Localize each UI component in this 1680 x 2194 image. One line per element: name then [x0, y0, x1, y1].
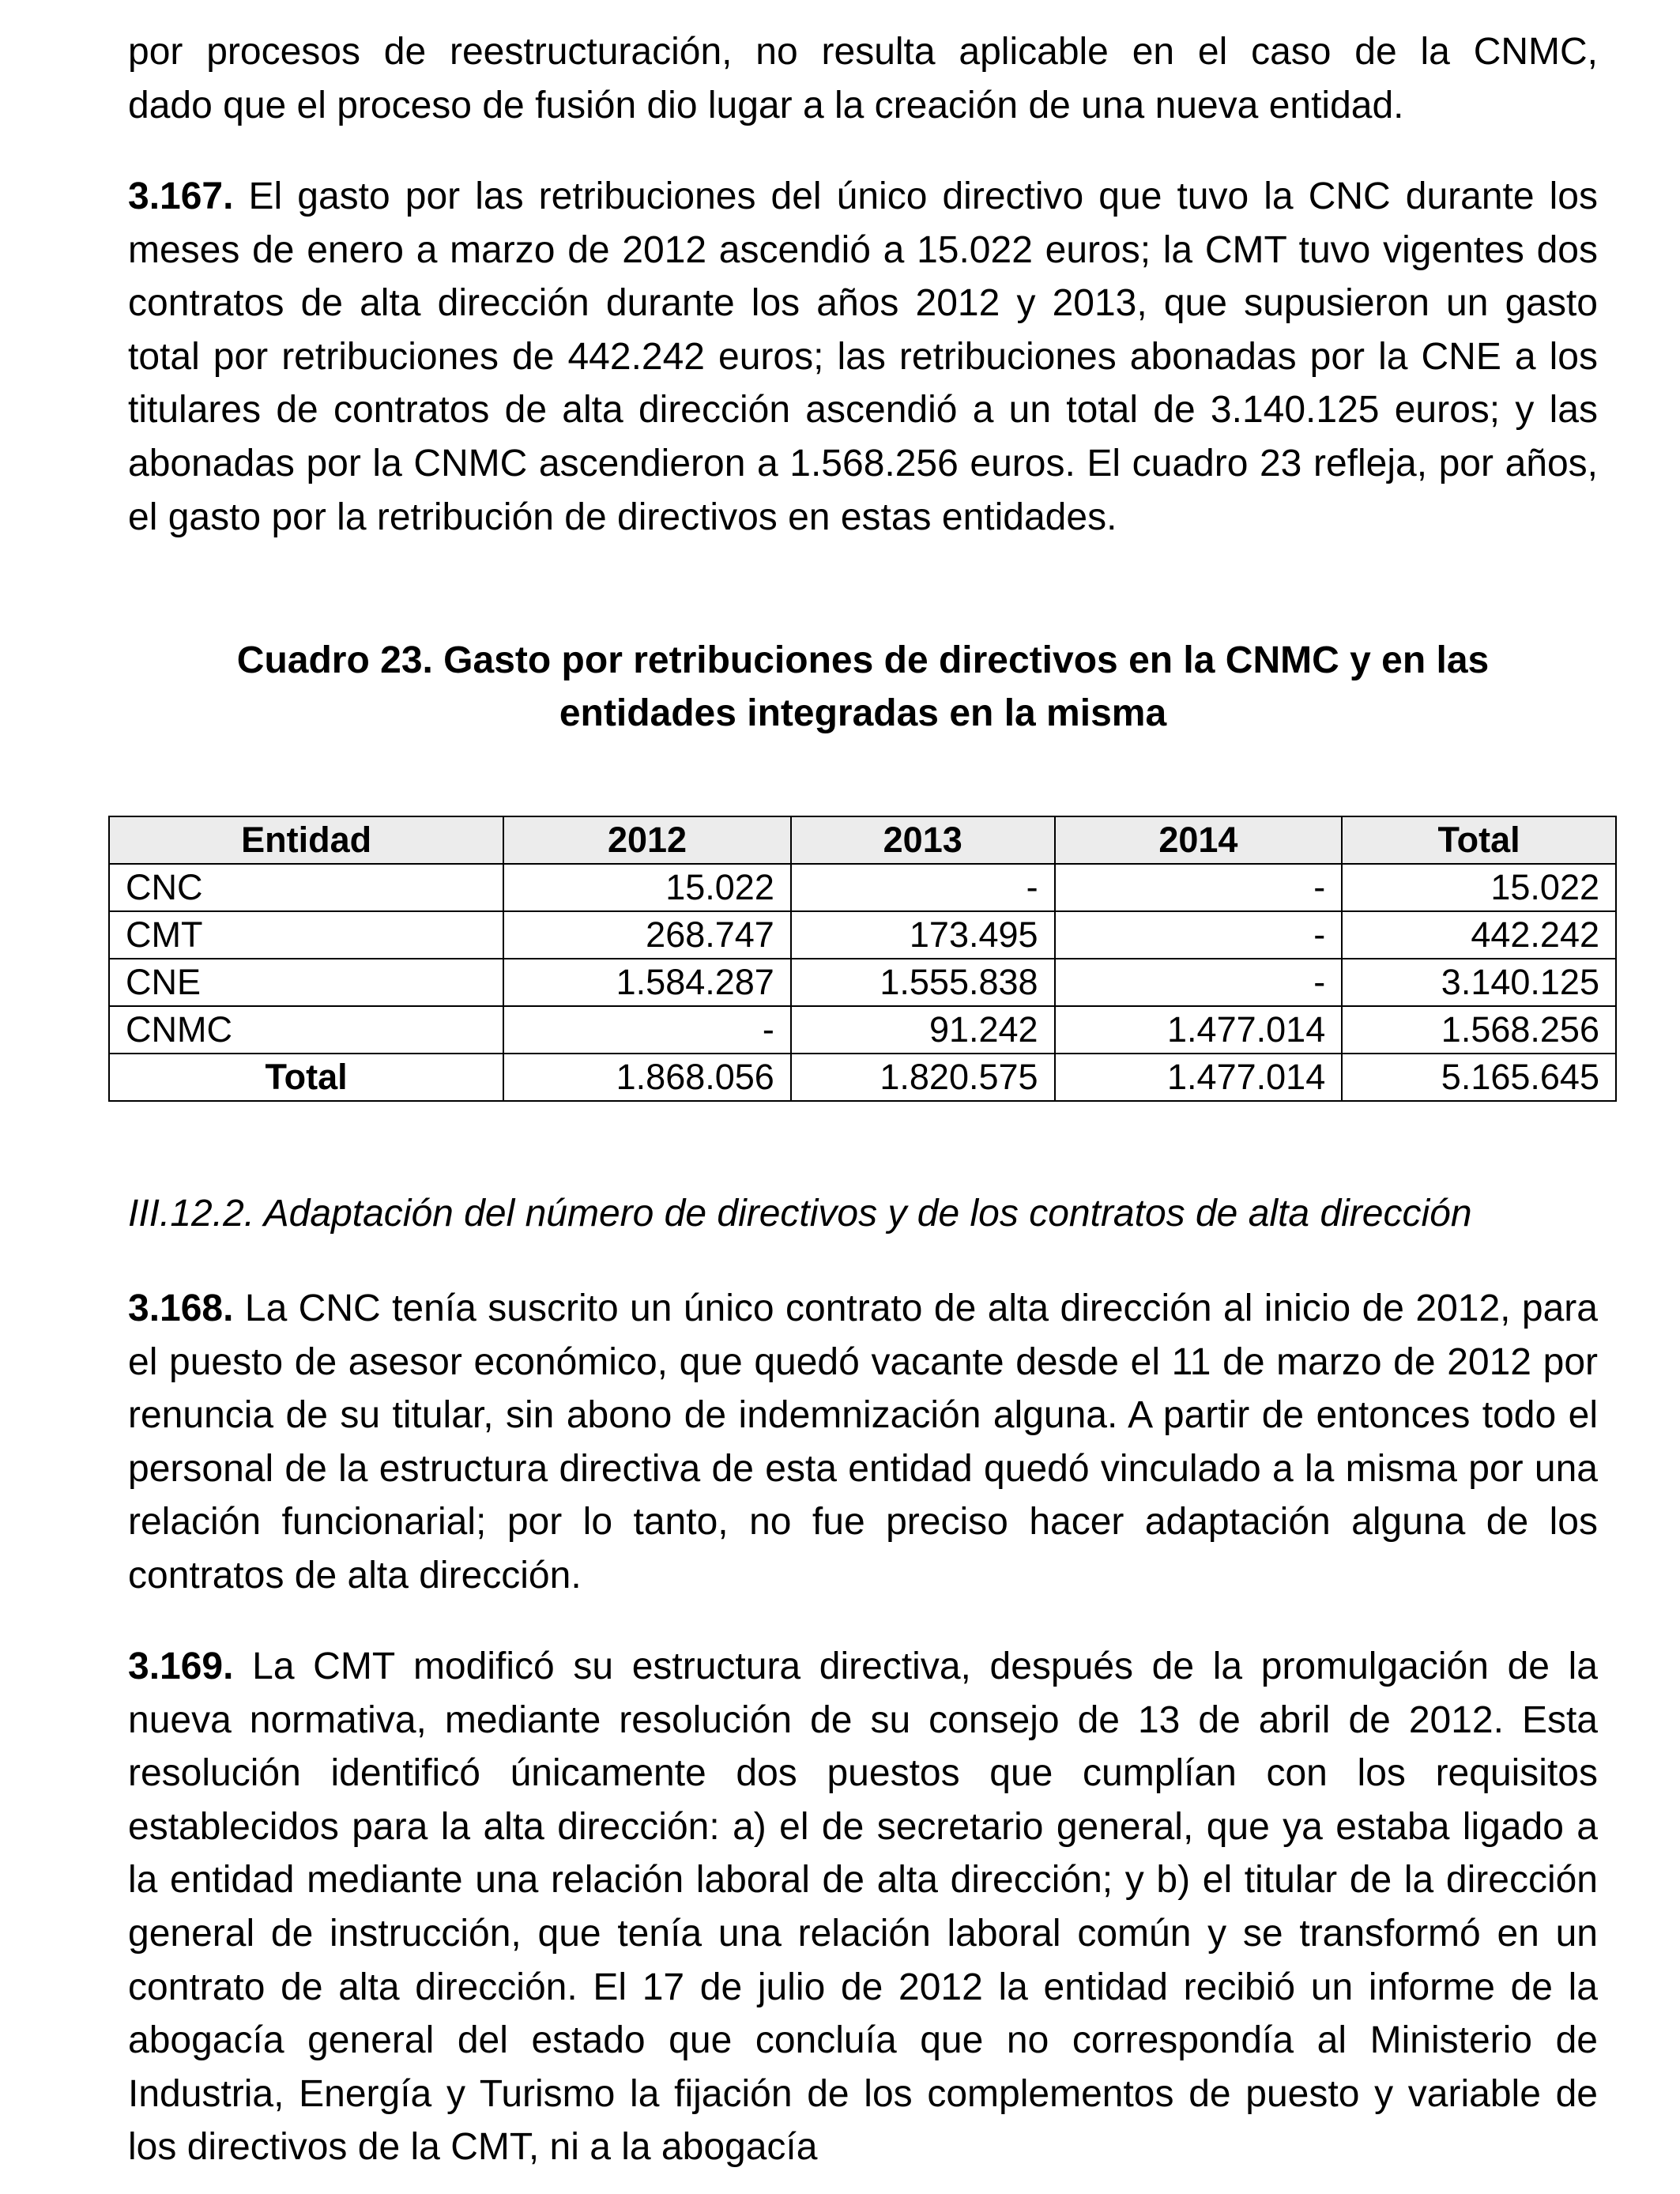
cell-2012: 15.022	[503, 864, 791, 911]
header-2014: 2014	[1055, 816, 1343, 864]
table-row	[109, 959, 1616, 1006]
intro-line-1: por procesos de reestructuración, no resulta aplicable en el caso de la CNMC,	[128, 31, 1598, 73]
intro-line-2: dado que el proceso de fusión dio lugar a la creación de una nueva entidad.	[128, 84, 1404, 126]
table-row	[109, 1006, 1616, 1054]
cell-2013: 173.495	[791, 911, 1055, 959]
total-total: 5.165.645	[1342, 1054, 1616, 1101]
paragraph-number: 3.168.	[128, 1287, 234, 1329]
paragraph-3169	[128, 1640, 1598, 2174]
header-entidad: Entidad	[109, 816, 503, 864]
total-2013: 1.820.575	[791, 1054, 1055, 1101]
paragraph-3167	[128, 170, 1598, 544]
table-row	[109, 864, 1616, 911]
header-2013: 2013	[791, 816, 1055, 864]
header-total: Total	[1342, 816, 1616, 864]
cell-2014: -	[1055, 864, 1343, 911]
paragraph-text: La CMT modificó su estructura directiva, después de la promulgación de la nueva normativa, mediante resolución de su consejo de 13 de abril de 2012. Esta resolución identificó únicamente dos puestos que cumplían con los requisitos establecidos para la alta dirección: a) el de secretario general, que ya estaba ligado a la entidad mediante una relación laboral de alta dirección; y b) el titular de la dirección general de instrucción, que tenía una relación laboral común y se transformó en un contrato de alta dirección. El 17 de julio de 2012 la entidad recibió un informe de la abogacía general del estado que concluía que no correspondía al Ministerio de Industria, Energía y Turismo la fijación de los complementos de puesto y variable de los directivos de la CMT, ni a la abogacía	[128, 1646, 1598, 2169]
row-entity: CNMC	[109, 1006, 503, 1054]
cell-2013: -	[791, 864, 1055, 911]
cell-2013: 91.242	[791, 1006, 1055, 1054]
paragraph-3168	[128, 1282, 1598, 1603]
cell-total: 1.568.256	[1342, 1006, 1616, 1054]
total-2012: 1.868.056	[503, 1054, 791, 1101]
header-2012: 2012	[503, 816, 791, 864]
intro-paragraph	[128, 25, 1598, 132]
cell-total: 442.242	[1342, 911, 1616, 959]
row-entity: CNE	[109, 959, 503, 1006]
table-header-row	[109, 816, 1616, 864]
expenses-table	[108, 816, 1617, 1102]
table-caption-line-2: entidades integradas en la misma	[559, 692, 1167, 734]
table-row	[109, 911, 1616, 959]
table-caption-line-1: Cuadro 23. Gasto por retribuciones de directivos en la CNMC y en las	[236, 639, 1490, 681]
section-heading: III.12.2. Adaptación del número de directivos y de los contratos de alta dirección	[128, 1193, 1472, 1235]
row-entity: CMT	[109, 911, 503, 959]
paragraph-number: 3.169.	[128, 1646, 234, 1687]
cell-2012: 268.747	[503, 911, 791, 959]
row-entity: CNC	[109, 864, 503, 911]
paragraph-text: El gasto por las retribuciones del único directivo que tuvo la CNC durante los meses de enero a marzo de 2012 ascendió a 15.022 euros; la CMT tuvo vigentes dos contratos de alta dirección durante los años 2012 y 2013, que supusieron un gasto total por retribuciones de 442.242 euros; las retribuciones abonadas por la CNE a los titulares de contratos de alta dirección ascendió a un total de 3.140.125 euros; y las abonadas por la CNMC ascendieron a 1.568.256 euros. El cuadro 23 refleja, por años, el gasto por la retribución de directivos en estas entidades.	[128, 175, 1598, 538]
cell-total: 15.022	[1342, 864, 1616, 911]
cell-2012: 1.584.287	[503, 959, 791, 1006]
cell-2014: 1.477.014	[1055, 1006, 1343, 1054]
cell-2012: -	[503, 1006, 791, 1054]
total-label: Total	[109, 1054, 503, 1101]
cell-total: 3.140.125	[1342, 959, 1616, 1006]
table-caption	[128, 634, 1598, 740]
paragraph-text: La CNC tenía suscrito un único contrato de alta dirección al inicio de 2012, para el puesto de asesor económico, que quedó vacante desde el 11 de marzo de 2012 por renuncia de su titular, sin abono de indemnización alguna. A partir de entonces todo el personal de la estructura directiva de esta entidad quedó vinculado a la misma por una relación funcionarial; por lo tanto, no fue preciso hacer adaptación alguna de los contratos de alta dirección.	[128, 1287, 1598, 1596]
cell-2014: -	[1055, 959, 1343, 1006]
cell-2014: -	[1055, 911, 1343, 959]
table-total-row	[109, 1054, 1616, 1101]
paragraph-number: 3.167.	[128, 175, 234, 217]
total-2014: 1.477.014	[1055, 1054, 1343, 1101]
cell-2013: 1.555.838	[791, 959, 1055, 1006]
